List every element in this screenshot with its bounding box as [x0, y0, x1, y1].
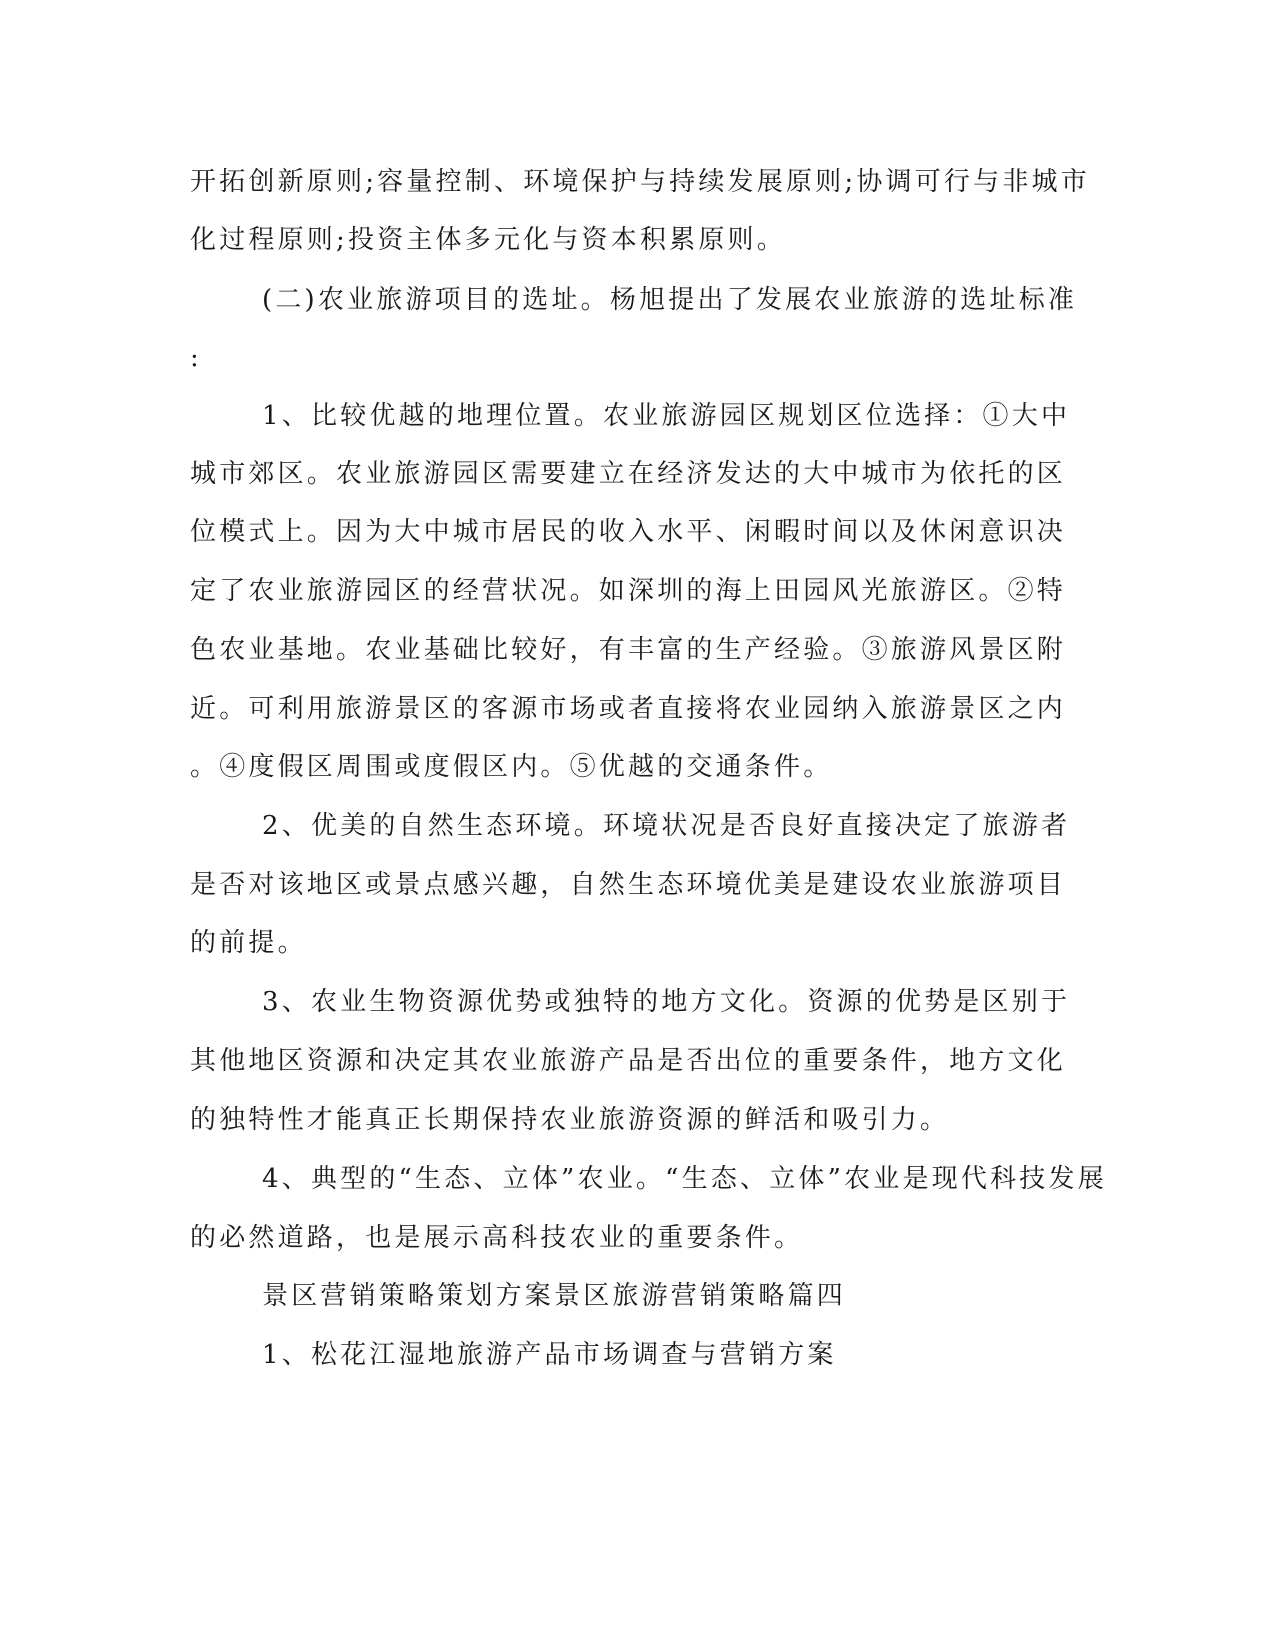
text-line-9: 色农业基地。农业基础比较好，有丰富的生产经验。③旅游风景区附 [190, 635, 1067, 665]
text-line-1: 开拓创新原则;容量控制、环境保护与持续发展原则;协调可行与非城市 [190, 167, 1090, 197]
text-line-2: 化过程原则;投资主体多元化与资本积累原则。 [190, 225, 786, 255]
text-line-20: 景区营销策略策划方案景区旅游营销策略篇四 [262, 1281, 847, 1311]
text-line-14: 的前提。 [190, 928, 307, 958]
text-line-11: 。④度假区周围或度假区内。⑤优越的交通条件。 [190, 752, 833, 782]
text-line-13: 是否对该地区或景点感兴趣，自然生态环境优美是建设农业旅游项目 [190, 870, 1067, 900]
text-line-6: 城市郊区。农业旅游园区需要建立在经济发达的大中城市为依托的区 [190, 459, 1067, 489]
text-line-8: 定了农业旅游园区的经营状况。如深圳的海上田园风光旅游区。②特 [190, 576, 1067, 606]
text-line-19: 的必然道路，也是展示高科技农业的重要条件。 [190, 1223, 804, 1253]
text-line-5: 1、比较优越的地理位置。农业旅游园区规划区位选择：①大中 [262, 401, 1071, 431]
text-line-7: 位模式上。因为大中城市居民的收入水平、闲暇时间以及休闲意识决 [190, 517, 1067, 547]
text-line-17: 的独特性才能真正长期保持农业旅游资源的鲜活和吸引力。 [190, 1105, 950, 1135]
text-line-3: (二)农业旅游项目的选址。杨旭提出了发展农业旅游的选址标准 [262, 285, 1078, 315]
text-line-10: 近。可利用旅游景区的客源市场或者直接将农业园纳入旅游景区之内 [190, 694, 1067, 724]
text-line-15: 3、农业生物资源优势或独特的地方文化。资源的优势是区别于 [262, 987, 1071, 1017]
text-line-4: : [190, 343, 202, 373]
text-line-16: 其他地区资源和决定其农业旅游产品是否出位的重要条件，地方文化 [190, 1046, 1067, 1076]
text-line-21: 1、松花江湿地旅游产品市场调查与营销方案 [262, 1340, 837, 1370]
text-line-18: 4、典型的“生态、立体”农业。“生态、立体”农业是现代科技发展 [262, 1164, 1107, 1194]
text-line-12: 2、优美的自然生态环境。环境状况是否良好直接决定了旅游者 [262, 811, 1071, 841]
